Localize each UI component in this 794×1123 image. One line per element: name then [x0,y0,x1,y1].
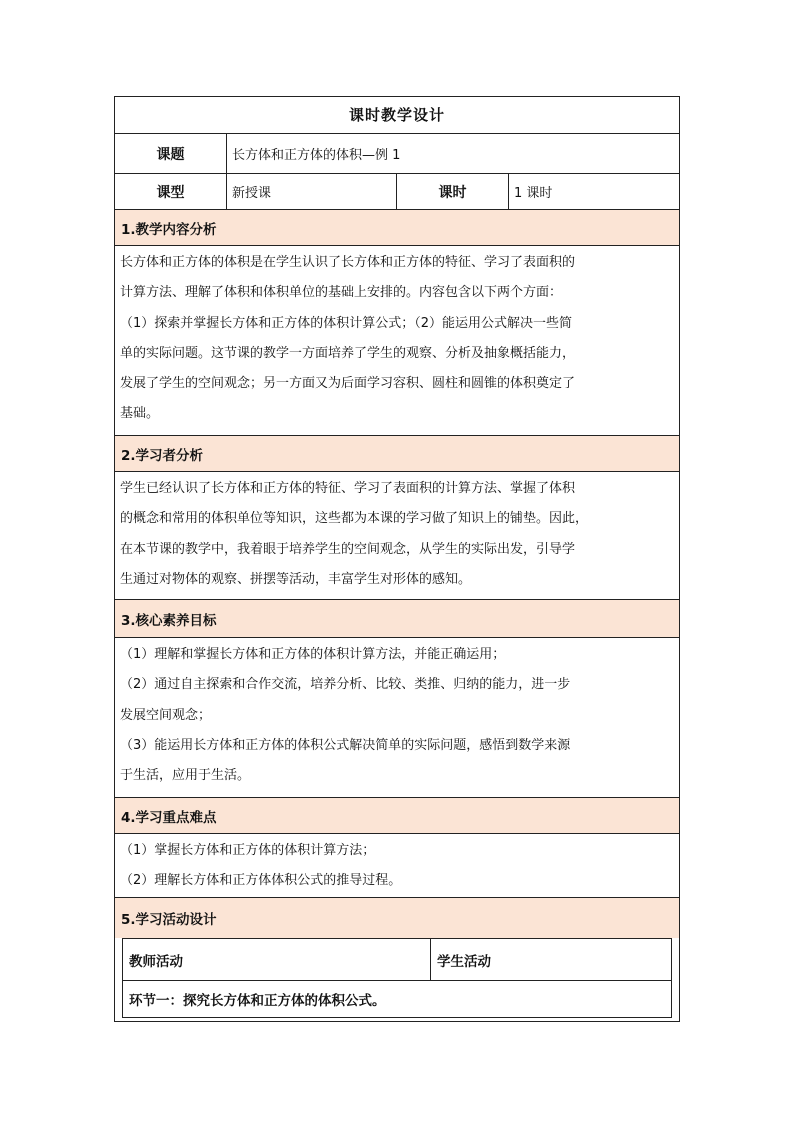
section-body-key-points [115,834,679,898]
section-heading-content-analysis: 1.教学内容分析 [115,210,679,246]
activity-step-row [122,980,672,1018]
text-line: （3）能运用长方体和正方体的体积公式解决简单的实际问题，感悟到数学来源 [120,737,571,753]
student-activity-header: 学生活动 [437,953,491,970]
section-heading-core-goals: 3.核心素养目标 [115,600,679,638]
text-line: （1）掌握长方体和正方体的体积计算方法； [120,843,376,858]
activity-header-row [122,938,672,981]
section-body-content-analysis [115,246,679,436]
type-row [115,174,679,210]
section-body-core-goals [115,638,679,798]
section-body-learner-analysis [115,472,679,600]
text-line: 计算方法、理解了体积和体积单位的基础上安排的。内容包含以下两个方面： [120,285,563,301]
text-line: 学生已经认识了长方体和正方体的特征、学习了表面积的计算方法、掌握了体积 [120,481,576,496]
text-line: （2）理解长方体和正方体体积公式的推导过程。 [120,873,402,889]
page-title: 课时教学设计 [115,97,679,134]
text-line: 基础。 [120,406,160,422]
text-line: 单的实际问题。这节课的教学一方面培养了学生的观察、分析及抽象概括能力， [120,345,576,361]
section-heading-activity-design: 5.学习活动设计 [115,898,679,938]
text-line: 生通过对物体的观察、拼摆等活动，丰富学生对形体的感知。 [120,571,472,587]
hours-label: 课时 [397,174,509,209]
topic-value: 长方体和正方体的体积—例 1 [232,148,401,163]
type-value: 新授课 [227,174,397,209]
text-line: 发展了学生的空间观念；另一方面又为后面学习容积、圆柱和圆锥的体积奠定了 [120,376,576,392]
section-heading-key-points: 4.学习重点难点 [115,798,679,834]
text-line: （2）通过自主探索和合作交流，培养分析、比较、类推、归纳的能力，进一步 [120,677,571,693]
text-line: （1）理解和掌握长方体和正方体的体积计算方法，并能正确运用； [120,647,506,662]
section-heading-learner-analysis: 2.学习者分析 [115,436,679,472]
lesson-plan-table [114,96,680,1022]
hours-value: 1 课时 [514,186,553,201]
text-line: 于生活，应用于生活。 [120,768,251,784]
type-label: 课型 [115,174,227,209]
text-line: 长方体和正方体的体积是在学生认识了长方体和正方体的特征、学习了表面积的 [120,255,576,270]
text-line: 在本节课的教学中，我着眼于培养学生的空间观念，从学生的实际出发，引导学 [120,541,576,557]
step-one-title: 环节一：探究长方体和正方体的体积公式。 [129,993,386,1009]
text-line: 的概念和常用的体积单位等知识，这些都为本课的学习做了知识上的铺垫。因此， [120,511,589,527]
text-line: 发展空间观念； [120,707,212,723]
text-line: （1）探索并掌握长方体和正方体的体积计算公式；（2）能运用公式解决一些简 [120,315,573,331]
teacher-activity-header: 教师活动 [123,939,431,980]
topic-row [115,134,679,174]
topic-label: 课题 [115,134,227,173]
